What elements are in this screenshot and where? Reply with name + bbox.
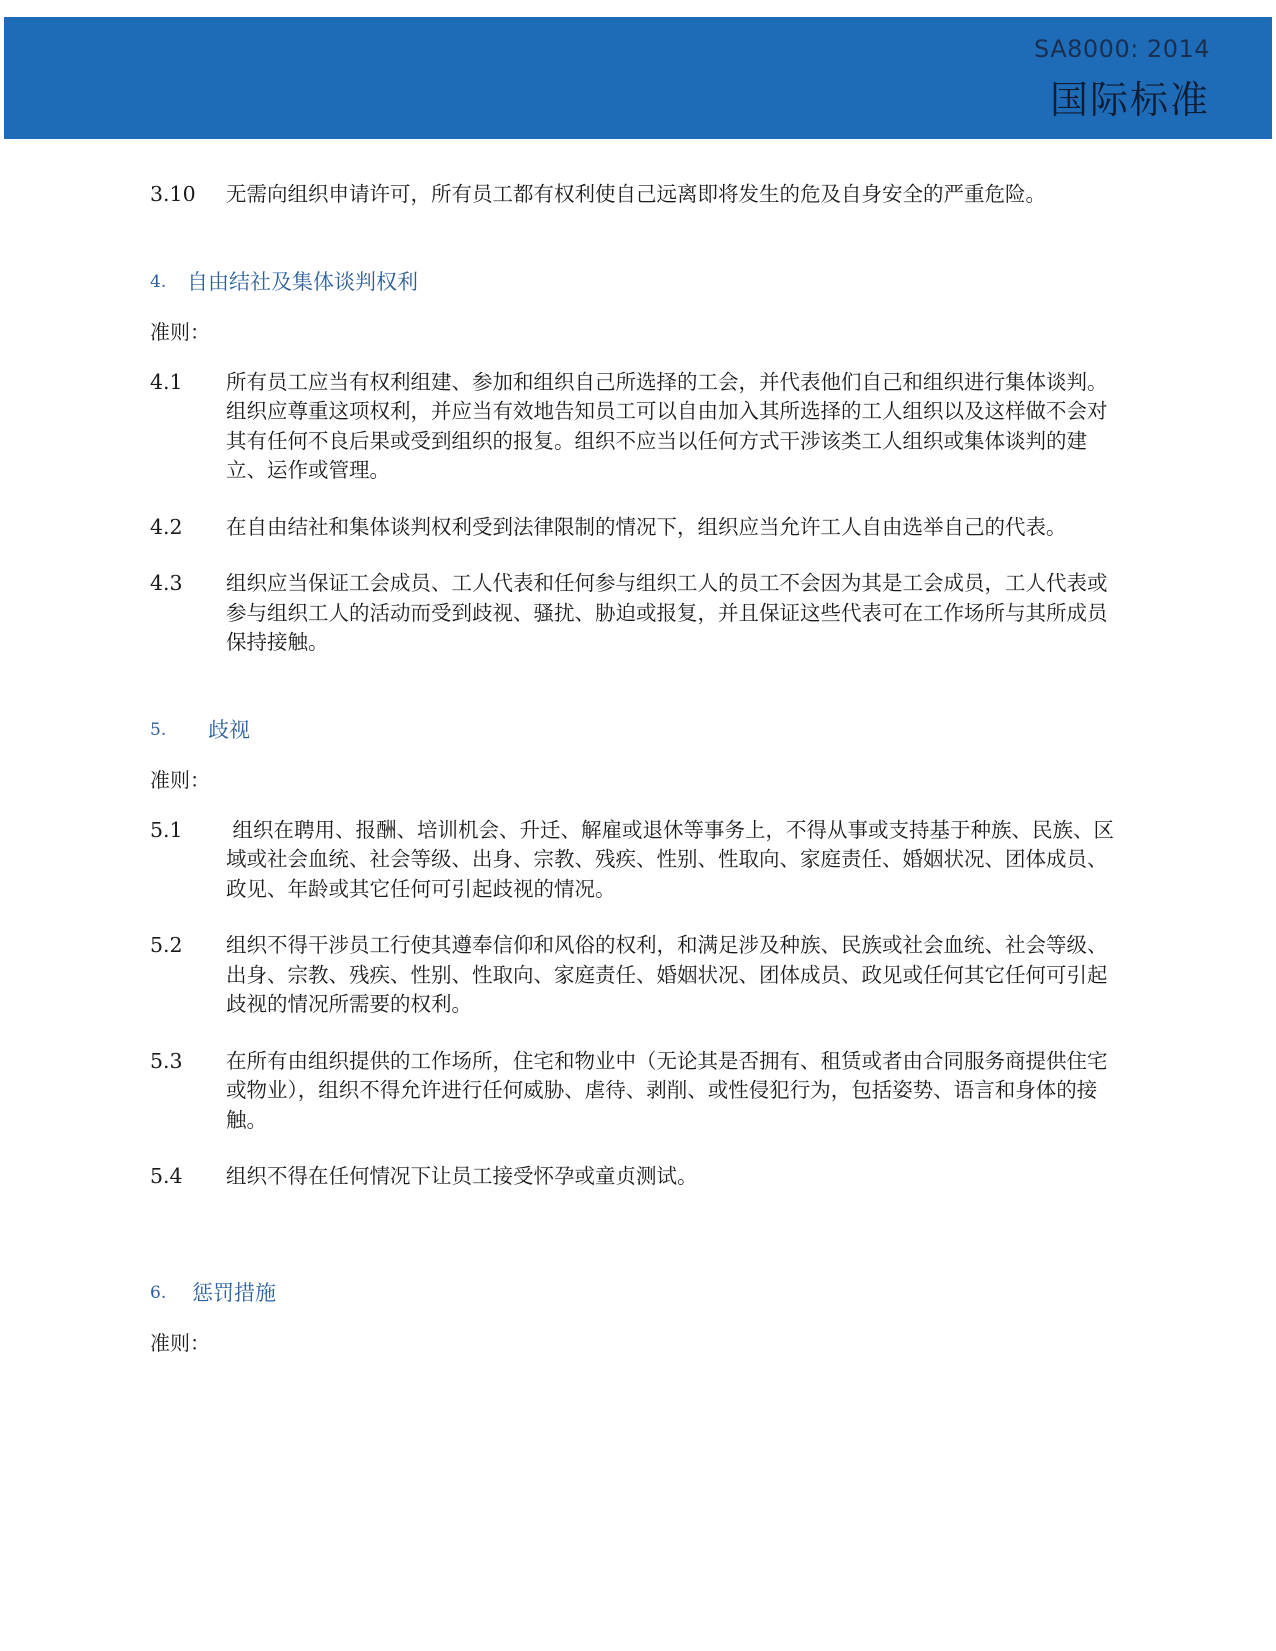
clause-5-1 [150, 816, 1122, 905]
section-heading-6 [150, 1278, 1122, 1308]
section-title: 惩罚措施 [192, 1280, 276, 1305]
clause-5-3 [150, 1047, 1122, 1136]
clause-number: 5.2 [150, 933, 183, 957]
section-heading-4 [150, 267, 1122, 297]
criteria-label: 准则： [150, 319, 210, 344]
clause-number: 4.3 [150, 571, 183, 595]
section-number: 5. [150, 719, 167, 740]
clause-text: 在所有由组织提供的工作场所，住宅和物业中（无论其是否拥有、租赁或者由合同服务商提供住宅或物业），组织不得允许进行任何威胁、虐待、剥削、或性侵犯行为，包括姿势、语言和身体的接触。 [226, 1048, 1108, 1132]
criteria-label: 准则： [150, 1330, 210, 1355]
clause-5-4 [150, 1162, 1122, 1192]
clause-5-2 [150, 931, 1122, 1020]
header-banner [4, 17, 1272, 139]
clause-3-10 [150, 180, 1122, 210]
section-title: 自由结社及集体谈判权利 [187, 269, 418, 294]
document-body [150, 180, 1122, 1358]
document-title: 国际标准 [1049, 78, 1210, 122]
clause-text: 组织在聘用、报酬、培训机会、升迁、解雇或退休等事务上，不得从事或支持基于种族、民族、区域或社会血统、社会等级、出身、宗教、残疾、性别、性取向、家庭责任、婚姻状况、团体成员、政见、年龄或其它任何可引起歧视的情况。 [226, 817, 1115, 901]
clause-text: 所有员工应当有权利组建、参加和组织自己所选择的工会，并代表他们自己和组织进行集体谈判。组织应尊重这项权利，并应当有效地告知员工可以自由加入其所选择的工人组织以及这样做不会对其有任何不良后果或受到组织的报复。组织不应当以任何方式干涉该类工人组织或集体谈判的建立、运作或管理。 [226, 369, 1108, 482]
clause-text: 组织应当保证工会成员、工人代表和任何参与组织工人的员工不会因为其是工会成员，工人代表或参与组织工人的活动而受到歧视、骚扰、胁迫或报复，并且保证这些代表可在工作场所与其所成员保持接触。 [226, 571, 1108, 654]
section-number: 6. [150, 1282, 167, 1303]
clause-number: 5.1 [150, 817, 183, 842]
standard-code: SA8000: 2014 [1034, 35, 1210, 63]
clause-number: 3.10 [150, 182, 196, 206]
clause-number: 5.4 [150, 1164, 183, 1188]
clause-number: 4.2 [150, 514, 183, 539]
section-title: 歧视 [208, 717, 250, 742]
clause-4-2 [150, 513, 1122, 543]
criteria-label: 准则： [150, 767, 210, 792]
section-heading-5 [150, 715, 1122, 745]
clause-4-3 [150, 569, 1122, 658]
clause-number: 5.3 [150, 1048, 183, 1073]
section-number: 4. [150, 271, 167, 292]
clause-text: 组织不得在任何情况下让员工接受怀孕或童贞测试。 [226, 1164, 698, 1188]
clause-4-1 [150, 368, 1122, 486]
clause-number: 4.1 [150, 369, 183, 394]
clause-text: 在自由结社和集体谈判权利受到法律限制的情况下，组织应当允许工人自由选举自己的代表。 [226, 514, 1067, 539]
clause-text: 组织不得干涉员工行使其遵奉信仰和风俗的权利，和满足涉及种族、民族或社会血统、社会等级、出身、宗教、残疾、性别、性取向、家庭责任、婚姻状况、团体成员、政见或任何其它任何可引起歧视的情况所需要的权利。 [226, 933, 1108, 1016]
clause-text: 无需向组织申请许可，所有员工都有权利使自己远离即将发生的危及自身安全的严重危险。 [226, 182, 1046, 206]
